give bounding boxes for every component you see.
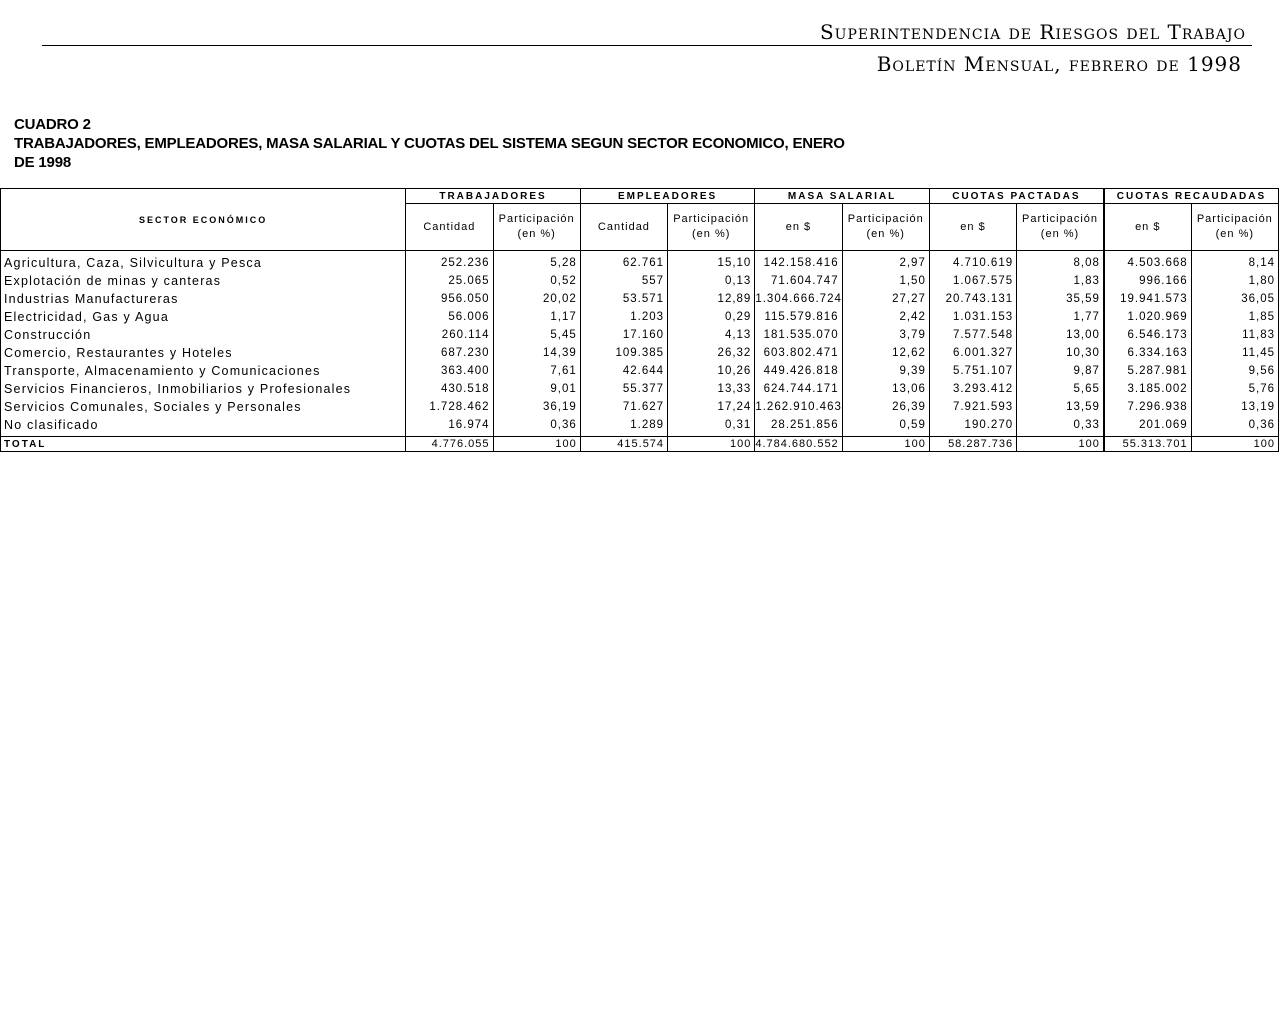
table-cell: 3.293.412 bbox=[929, 380, 1016, 398]
table-row bbox=[1, 308, 1279, 326]
table-cell: 363.400 bbox=[406, 362, 493, 380]
table-cell: 1,80 bbox=[1191, 272, 1278, 290]
bulletin-title: Boletín Mensual, febrero de 1998 bbox=[876, 52, 1242, 76]
total-cell: 100 bbox=[1017, 437, 1104, 452]
sector-label: Electricidad, Gas y Agua bbox=[1, 308, 406, 326]
table-cell: 1,50 bbox=[842, 272, 929, 290]
subheader-amount: en $ bbox=[929, 204, 1016, 251]
group-header-trabajadores: TRABAJADORES bbox=[406, 189, 581, 204]
table-row bbox=[1, 398, 1279, 416]
table-cell: 201.069 bbox=[1104, 416, 1191, 437]
table-cell: 1.304.666.724 bbox=[755, 290, 842, 308]
subheader-participation-unit: (en %) bbox=[691, 228, 731, 240]
table-cell: 56.006 bbox=[406, 308, 493, 326]
group-header-empleadores: EMPLEADORES bbox=[580, 189, 755, 204]
table-cell: 19.941.573 bbox=[1104, 290, 1191, 308]
table-caption-line2: DE 1998 bbox=[14, 154, 71, 171]
table-cell: 1.067.575 bbox=[929, 272, 1016, 290]
table-cell: 16.974 bbox=[406, 416, 493, 437]
subheader-participation-label: Participación bbox=[1196, 213, 1273, 225]
table-cell: 956.050 bbox=[406, 290, 493, 308]
total-label: TOTAL bbox=[1, 437, 406, 452]
table-row bbox=[1, 416, 1279, 437]
table-cell: 62.761 bbox=[580, 251, 667, 273]
subheader-participation bbox=[668, 204, 755, 251]
data-table bbox=[0, 188, 1279, 452]
table-cell: 181.535.070 bbox=[755, 326, 842, 344]
table-cell: 5,28 bbox=[493, 251, 580, 273]
table-cell: 7,61 bbox=[493, 362, 580, 380]
table-cell: 5.287.981 bbox=[1104, 362, 1191, 380]
table-cell: 13,19 bbox=[1191, 398, 1278, 416]
table-cell: 4.710.619 bbox=[929, 251, 1016, 273]
table-cell: 2,97 bbox=[842, 251, 929, 273]
table-cell: 5,76 bbox=[1191, 380, 1278, 398]
group-header-cuotas-pactadas: CUOTAS PACTADAS bbox=[929, 189, 1104, 204]
table-row bbox=[1, 272, 1279, 290]
table-cell: 26,39 bbox=[842, 398, 929, 416]
table-cell: 10,30 bbox=[1017, 344, 1104, 362]
table-cell: 12,62 bbox=[842, 344, 929, 362]
total-cell: 415.574 bbox=[580, 437, 667, 452]
table-cell: 35,59 bbox=[1017, 290, 1104, 308]
table-cell: 9,87 bbox=[1017, 362, 1104, 380]
subheader-participation-label: Participación bbox=[847, 213, 924, 225]
table-cell: 13,59 bbox=[1017, 398, 1104, 416]
table-row bbox=[1, 344, 1279, 362]
table-number: CUADRO 2 bbox=[14, 116, 91, 133]
table-cell: 260.114 bbox=[406, 326, 493, 344]
subheader-amount: en $ bbox=[1104, 204, 1191, 251]
table-cell: 53.571 bbox=[580, 290, 667, 308]
table-cell: 17.160 bbox=[580, 326, 667, 344]
table-cell: 5.751.107 bbox=[929, 362, 1016, 380]
subheader-participation bbox=[1017, 204, 1104, 251]
sector-label: Servicios Comunales, Sociales y Personales bbox=[1, 398, 406, 416]
total-cell: 58.287.736 bbox=[929, 437, 1016, 452]
table-cell: 603.802.471 bbox=[755, 344, 842, 362]
subheader-amount: en $ bbox=[755, 204, 842, 251]
table-row bbox=[1, 251, 1279, 273]
total-cell: 100 bbox=[1191, 437, 1278, 452]
table-title bbox=[14, 115, 845, 172]
table-cell: 430.518 bbox=[406, 380, 493, 398]
subheader-amount: Cantidad bbox=[580, 204, 667, 251]
table-cell: 1,77 bbox=[1017, 308, 1104, 326]
table-cell: 0,52 bbox=[493, 272, 580, 290]
total-cell: 4.784.680.552 bbox=[755, 437, 842, 452]
sector-header: SECTOR ECONÓMICO bbox=[1, 189, 406, 251]
table-cell: 13,06 bbox=[842, 380, 929, 398]
table-cell: 0,36 bbox=[493, 416, 580, 437]
total-cell: 55.313.701 bbox=[1104, 437, 1191, 452]
table-cell: 11,83 bbox=[1191, 326, 1278, 344]
table-cell: 1,85 bbox=[1191, 308, 1278, 326]
table-cell: 687.230 bbox=[406, 344, 493, 362]
table-row bbox=[1, 326, 1279, 344]
table-cell: 9,39 bbox=[842, 362, 929, 380]
table-cell: 14,39 bbox=[493, 344, 580, 362]
table-cell: 190.270 bbox=[929, 416, 1016, 437]
organization-name: Superintendencia de Riesgos del Trabajo bbox=[819, 20, 1246, 44]
table-cell: 27,27 bbox=[842, 290, 929, 308]
table-cell: 1.262.910.463 bbox=[755, 398, 842, 416]
table-cell: 26,32 bbox=[668, 344, 755, 362]
table-cell: 1.728.462 bbox=[406, 398, 493, 416]
table-cell: 11,45 bbox=[1191, 344, 1278, 362]
sector-label: Agricultura, Caza, Silvicultura y Pesca bbox=[1, 251, 406, 273]
sector-label: Comercio, Restaurantes y Hoteles bbox=[1, 344, 406, 362]
table-cell: 1.031.153 bbox=[929, 308, 1016, 326]
table-cell: 10,26 bbox=[668, 362, 755, 380]
subheader-amount: Cantidad bbox=[406, 204, 493, 251]
table-cell: 557 bbox=[580, 272, 667, 290]
sector-label: Construcción bbox=[1, 326, 406, 344]
sector-label: Explotación de minas y canteras bbox=[1, 272, 406, 290]
subheader-participation bbox=[493, 204, 580, 251]
subheader-participation-label: Participación bbox=[1022, 213, 1098, 225]
table-cell: 36,19 bbox=[493, 398, 580, 416]
table-cell: 996.166 bbox=[1104, 272, 1191, 290]
table-cell: 1,83 bbox=[1017, 272, 1104, 290]
table-cell: 12,89 bbox=[668, 290, 755, 308]
table-cell: 252.236 bbox=[406, 251, 493, 273]
subheader-participation bbox=[842, 204, 929, 251]
table-cell: 71.627 bbox=[580, 398, 667, 416]
total-cell: 4.776.055 bbox=[406, 437, 493, 452]
table-cell: 6.546.173 bbox=[1104, 326, 1191, 344]
table-cell: 1.020.969 bbox=[1104, 308, 1191, 326]
table-cell: 109.385 bbox=[580, 344, 667, 362]
table-cell: 1.203 bbox=[580, 308, 667, 326]
table-cell: 2,42 bbox=[842, 308, 929, 326]
table-cell: 1.289 bbox=[580, 416, 667, 437]
table-cell: 142.158.416 bbox=[755, 251, 842, 273]
subheader-participation-unit: (en %) bbox=[866, 228, 905, 240]
table-cell: 55.377 bbox=[580, 380, 667, 398]
table-cell: 20,02 bbox=[493, 290, 580, 308]
subheader-participation-label: Participación bbox=[673, 213, 750, 225]
table-cell: 7.577.548 bbox=[929, 326, 1016, 344]
subheader-participation-label: Participación bbox=[498, 213, 575, 225]
table-cell: 36,05 bbox=[1191, 290, 1278, 308]
table-cell: 449.426.818 bbox=[755, 362, 842, 380]
sector-label: Transporte, Almacenamiento y Comunicaciones bbox=[1, 362, 406, 380]
table-body bbox=[1, 251, 1279, 437]
table-cell: 115.579.816 bbox=[755, 308, 842, 326]
subheader-participation-unit: (en %) bbox=[517, 228, 556, 240]
table-cell: 9,01 bbox=[493, 380, 580, 398]
table-cell: 0,33 bbox=[1017, 416, 1104, 437]
table-cell: 3,79 bbox=[842, 326, 929, 344]
table-row bbox=[1, 362, 1279, 380]
table-cell: 6.001.327 bbox=[929, 344, 1016, 362]
header-rule bbox=[42, 45, 1252, 46]
table-cell: 13,33 bbox=[668, 380, 755, 398]
table-cell: 3.185.002 bbox=[1104, 380, 1191, 398]
table-cell: 71.604.747 bbox=[755, 272, 842, 290]
table-row bbox=[1, 290, 1279, 308]
table-cell: 1,17 bbox=[493, 308, 580, 326]
sector-label: Servicios Financieros, Inmobiliarios y Profesionales bbox=[1, 380, 406, 398]
table-cell: 0,59 bbox=[842, 416, 929, 437]
subheader-participation bbox=[1191, 204, 1278, 251]
table-cell: 8,08 bbox=[1017, 251, 1104, 273]
table-cell: 5,65 bbox=[1017, 380, 1104, 398]
table-cell: 20.743.131 bbox=[929, 290, 1016, 308]
sector-label: No clasificado bbox=[1, 416, 406, 437]
subheader-participation-unit: (en %) bbox=[1215, 228, 1255, 240]
table-cell: 8,14 bbox=[1191, 251, 1278, 273]
table-cell: 17,24 bbox=[668, 398, 755, 416]
total-cell: 100 bbox=[842, 437, 929, 452]
group-header-masa-salarial: MASA SALARIAL bbox=[755, 189, 930, 204]
table-cell: 42.644 bbox=[580, 362, 667, 380]
table-cell: 5,45 bbox=[493, 326, 580, 344]
table-cell: 0,29 bbox=[668, 308, 755, 326]
table-cell: 28.251.856 bbox=[755, 416, 842, 437]
total-cell: 100 bbox=[493, 437, 580, 452]
table-caption-line1: TRABAJADORES, EMPLEADORES, MASA SALARIAL Y CUOTAS DEL SISTEMA SEGUN SECTOR ECONOMICO, ENERO bbox=[14, 135, 845, 152]
table-cell: 7.296.938 bbox=[1104, 398, 1191, 416]
table-cell: 15,10 bbox=[668, 251, 755, 273]
table-cell: 624.744.171 bbox=[755, 380, 842, 398]
table-cell: 7.921.593 bbox=[929, 398, 1016, 416]
table-cell: 0,31 bbox=[668, 416, 755, 437]
table-cell: 0,13 bbox=[668, 272, 755, 290]
group-header-cuotas-recaudadas: CUOTAS RECAUDADAS bbox=[1104, 189, 1279, 204]
total-cell: 100 bbox=[668, 437, 755, 452]
table-cell: 4.503.668 bbox=[1104, 251, 1191, 273]
subheader-participation-unit: (en %) bbox=[1040, 228, 1080, 240]
total-row bbox=[1, 437, 1279, 452]
table-cell: 9,56 bbox=[1191, 362, 1278, 380]
table-cell: 4,13 bbox=[668, 326, 755, 344]
table-cell: 13,00 bbox=[1017, 326, 1104, 344]
table-cell: 25.065 bbox=[406, 272, 493, 290]
table-cell: 0,36 bbox=[1191, 416, 1278, 437]
table-cell: 6.334.163 bbox=[1104, 344, 1191, 362]
sector-label: Industrias Manufactureras bbox=[1, 290, 406, 308]
table-row bbox=[1, 380, 1279, 398]
